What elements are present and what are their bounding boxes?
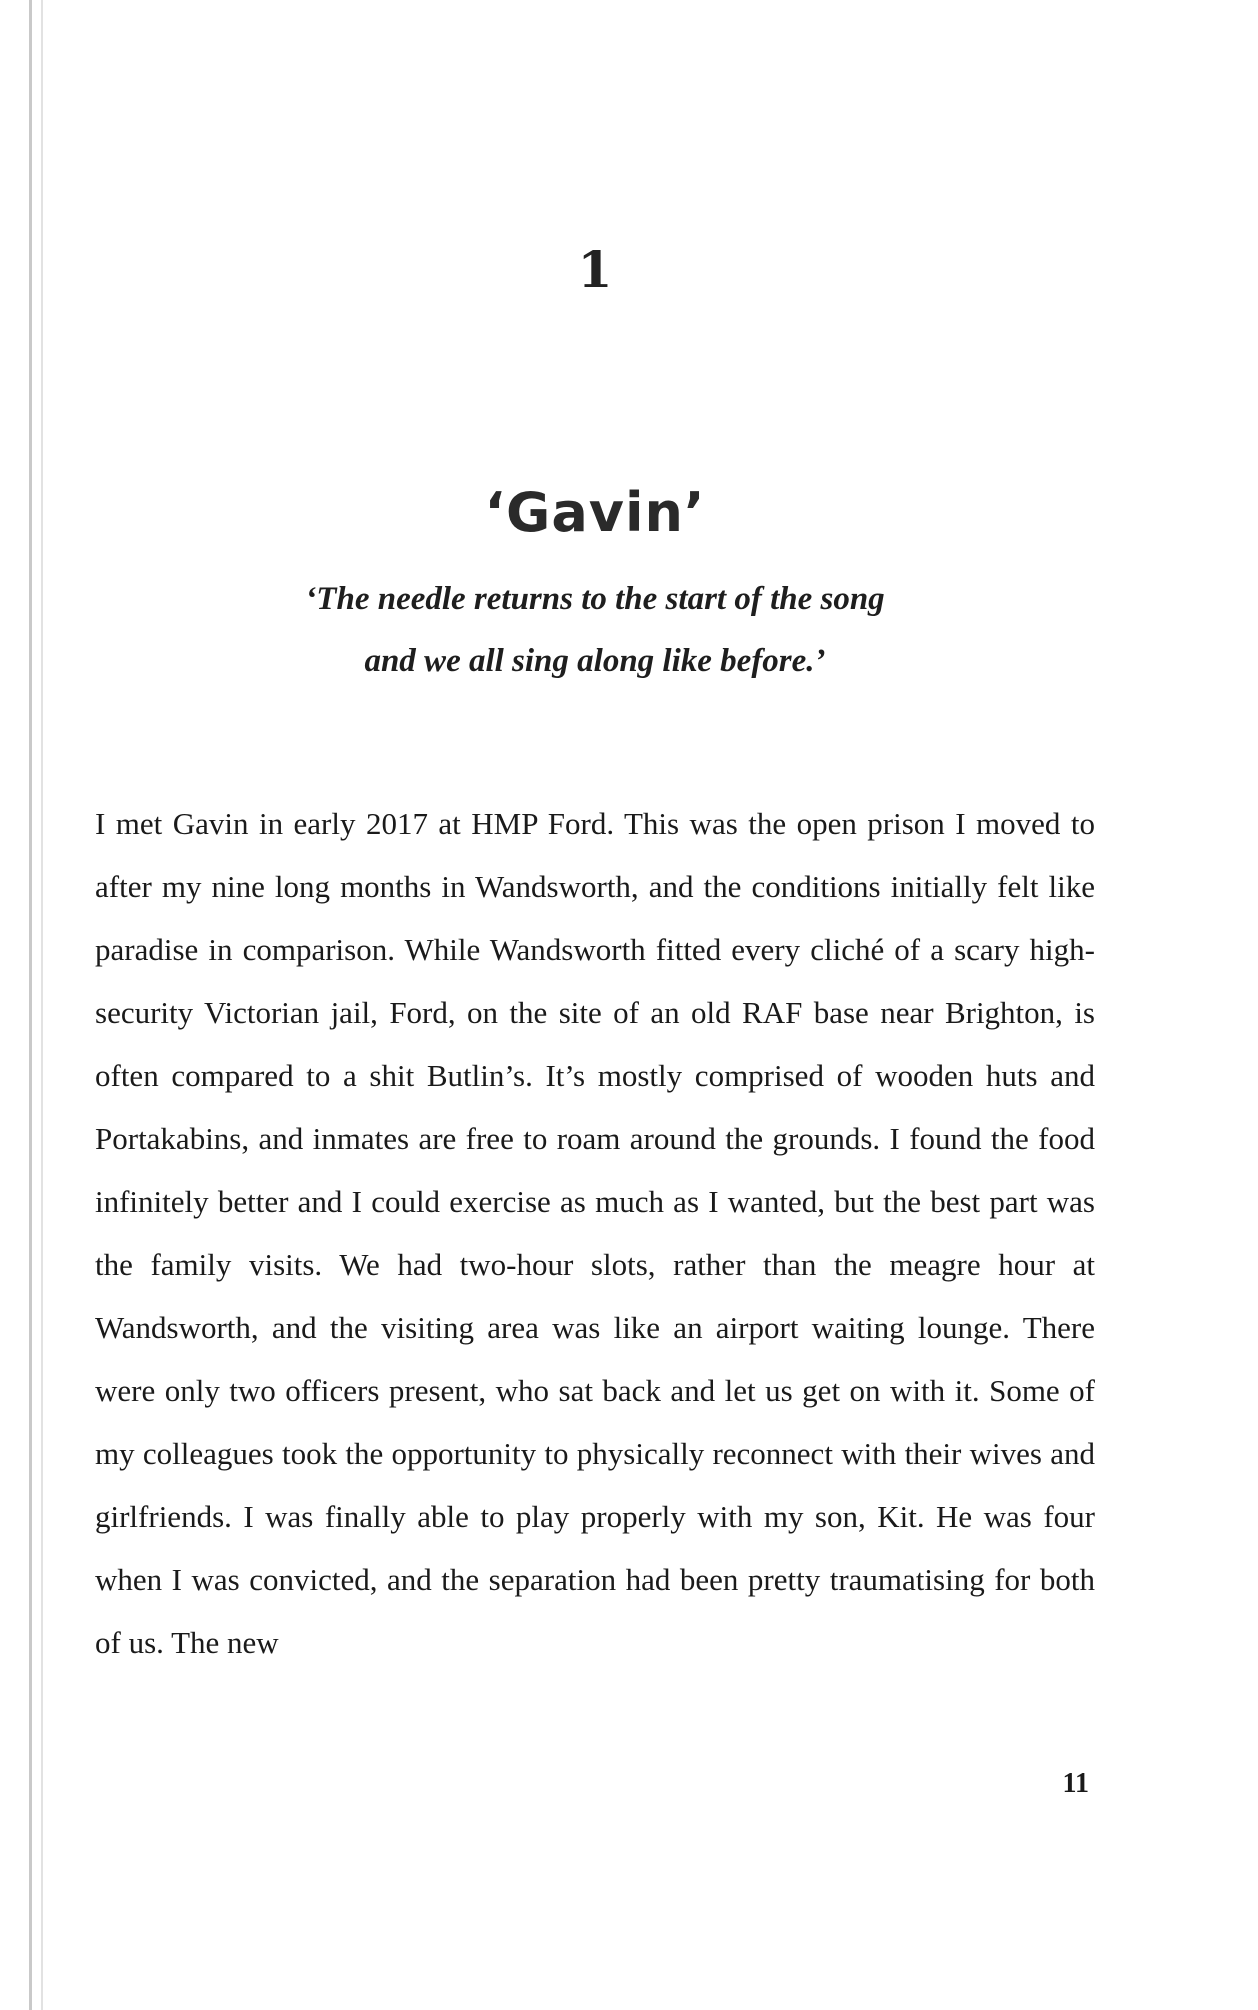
epigraph-line-2: and we all sing along like before.’ bbox=[364, 643, 826, 679]
page-content bbox=[95, 0, 1095, 2010]
scan-edge-line bbox=[41, 0, 43, 2010]
scan-edge-line bbox=[29, 0, 32, 2010]
chapter-title: ‘Gavin’ bbox=[484, 481, 706, 545]
chapter-number: 1 bbox=[577, 240, 613, 299]
epigraph bbox=[95, 568, 1095, 692]
epigraph-line-1: ‘The needle returns to the start of the song bbox=[305, 581, 885, 617]
body-paragraph: I met Gavin in early 2017 at HMP Ford. This was the open prison I moved to after my nine long months in Wandsworth, and the conditions initially felt like paradise in comparison. While Wandsworth fitted every cliché of a scary high-security Victorian jail, Ford, on the site of an old RAF base near Brighton, is often compared to a shit Butlin’s. It’s mostly comprised of wooden huts and Portakabins, and inmates are free to roam around the grounds. I found the food infinitely better and I could exercise as much as I wanted, but the best part was the family visits. We had two-hour slots, rather than the meagre hour at Wandsworth, and the visiting area was like an airport waiting lounge. There were only two officers present, who sat back and let us get on with it. Some of my colleagues took the opportunity to physically reconnect with their wives and girlfriends. I was finally able to play properly with my son, Kit. He was four when I was convicted, and the separation had been pretty traumatising for both of us. The new bbox=[95, 806, 1095, 1660]
page-number: 11 bbox=[1062, 1768, 1089, 1799]
